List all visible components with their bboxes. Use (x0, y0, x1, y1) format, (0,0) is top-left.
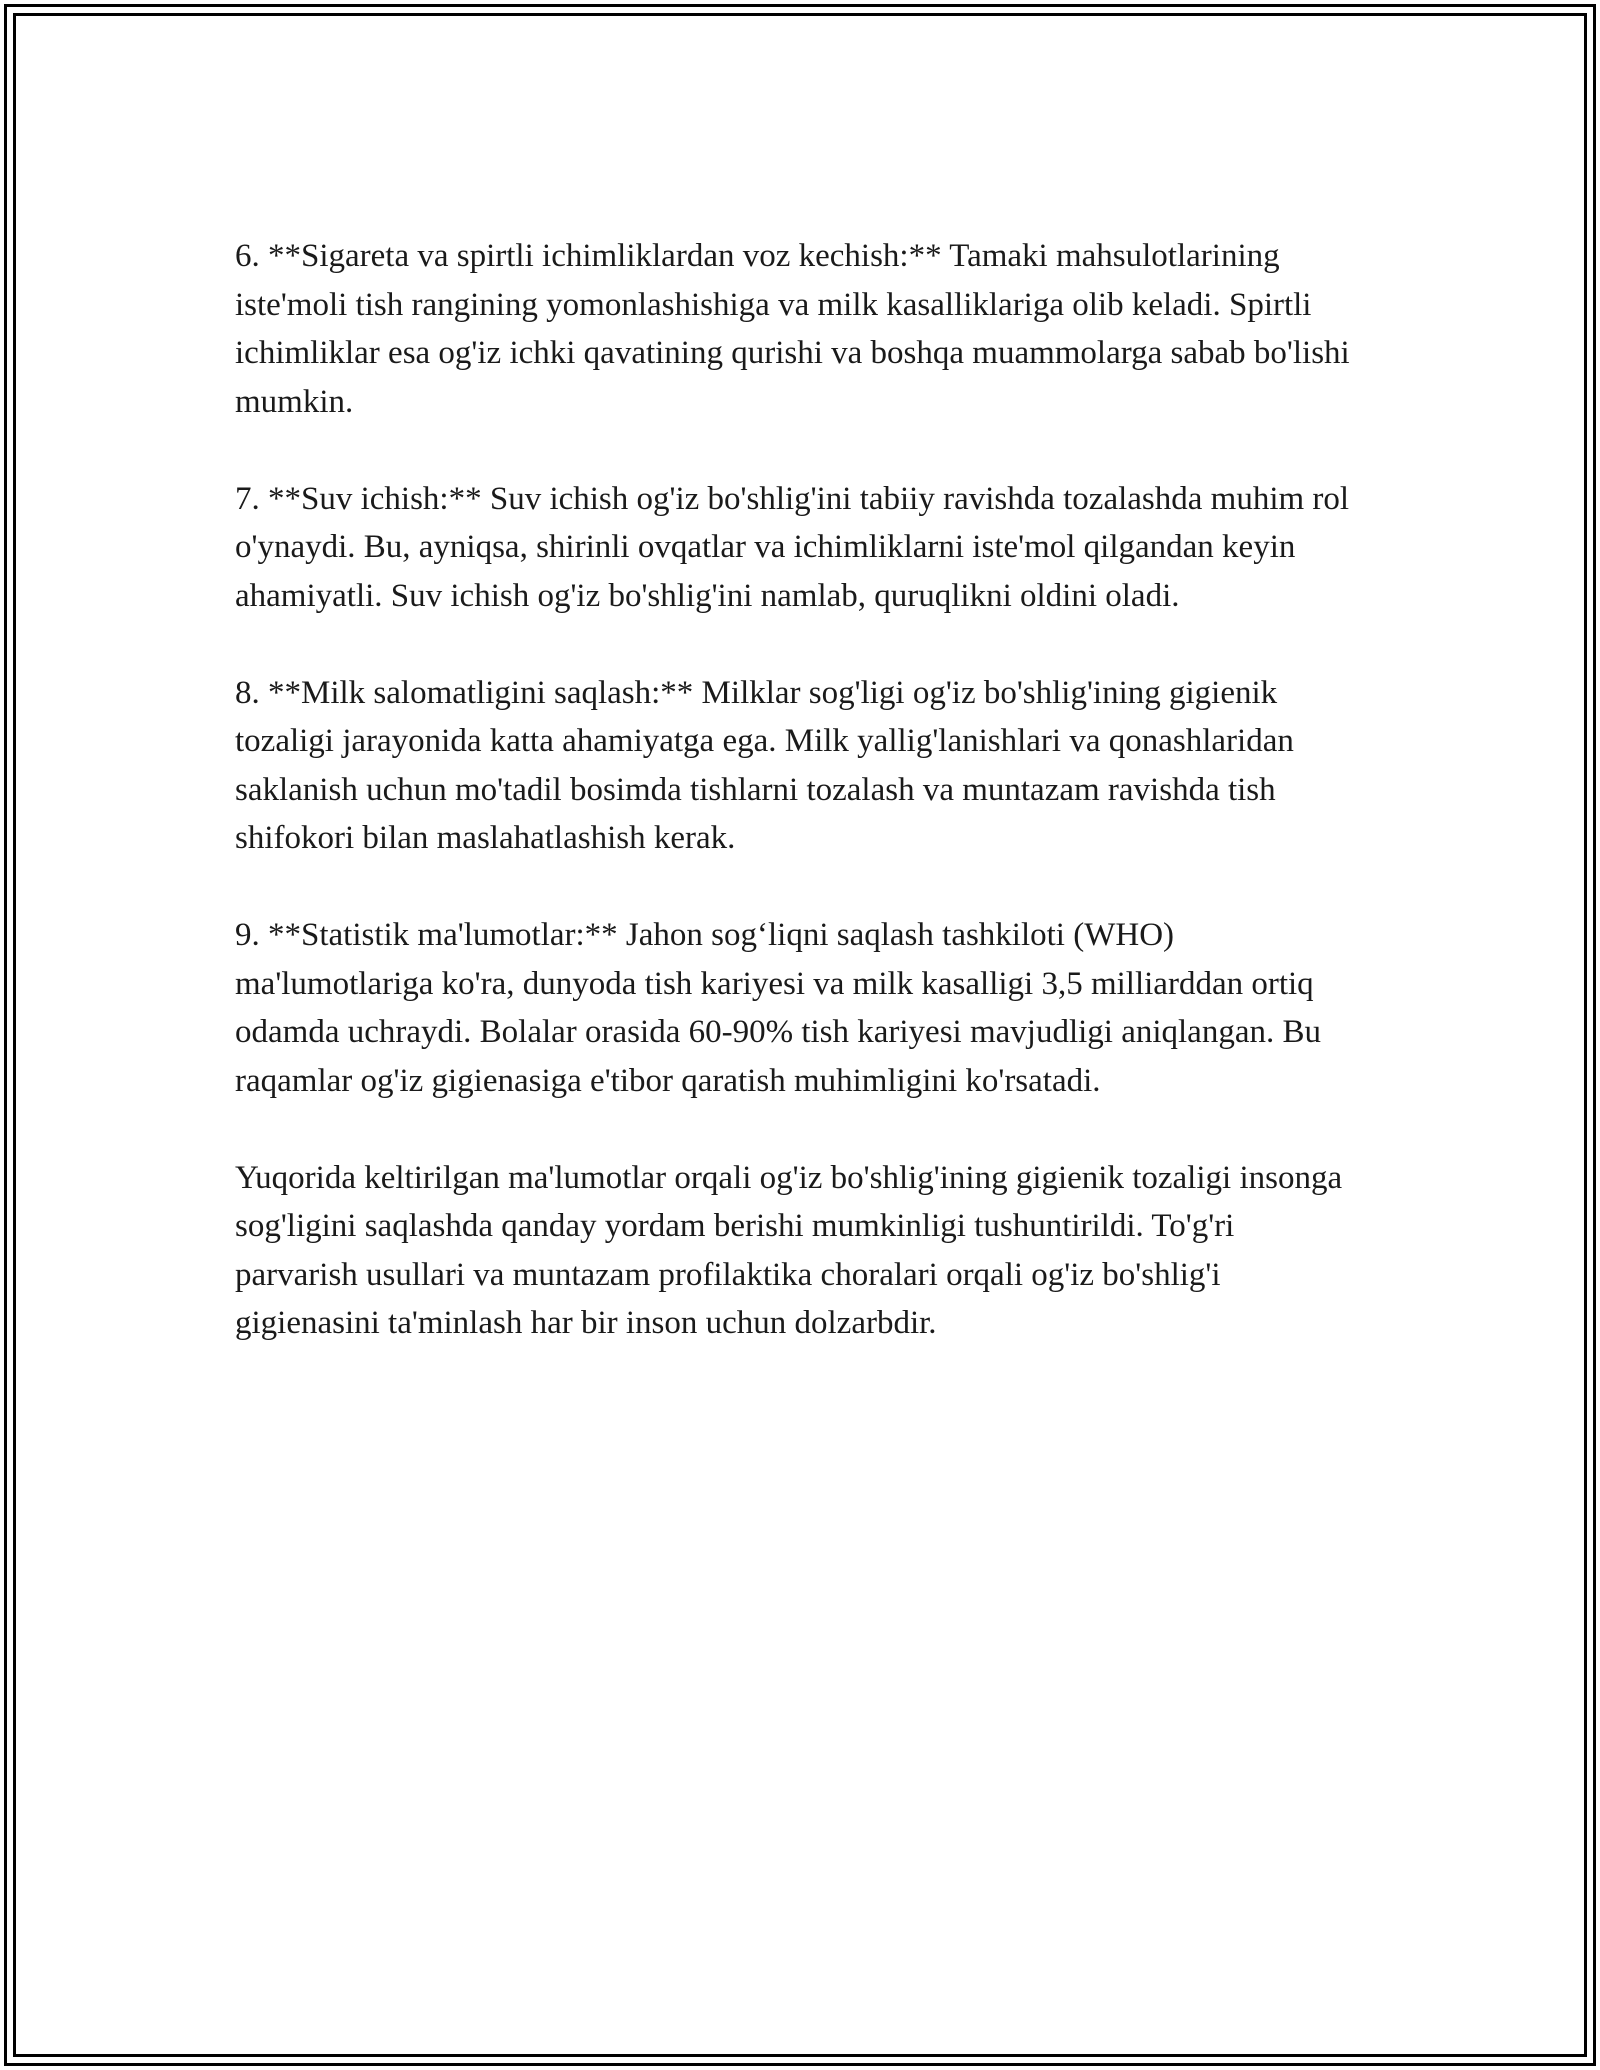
document-body (235, 232, 1365, 1348)
paragraph-gum-health: 8. **Milk salomatligini saqlash:** Milklar sog'ligi og'iz bo'shlig'ining gigienik tozaligi jarayonida katta ahamiyatga ega. Milk yallig'lanishlari va qonashlaridan saklanish uchun mo'tadil bosimda tishlarni tozalash va muntazam ravishda tish shifokori bilan maslahatlashish kerak. (235, 674, 1294, 856)
paragraph-smoking-alcohol: 6. **Sigareta va spirtli ichimliklardan voz kechish:** Tamaki mahsulotlarining iste'moli tish rangining yomonlashishiga va milk kasalliklariga olib keladi. Spirtli ichimliklar esa og'iz ichki qavatining qurishi va boshqa muammolarga sabab bo'lishi mumkin. (235, 238, 1350, 420)
paragraph-conclusion: Yuqorida keltirilgan ma'lumotlar orqali og'iz bo'shlig'ining gigienik tozaligi insonga sog'ligini saqlashda qanday yordam berishi mumkinligi tushuntirildi. To'g'ri parvarish usullari va muntazam profilaktika choralari orqali og'iz bo'shlig'i gigienasini ta'minlash har bir inson uchun dolzarbdir. (235, 1159, 1343, 1341)
paragraph-water-drinking: 7. **Suv ichish:** Suv ichish og'iz bo'shlig'ini tabiiy ravishda tozalashda muhim rol o'ynaydi. Bu, ayniqsa, shirinli ovqatlar va ichimliklarni iste'mol qilgandan keyin ahamiyatli. Suv ichish og'iz bo'shlig'ini namlab, quruqlikni oldini oladi. (235, 480, 1350, 614)
paragraph-statistics: 9. **Statistik ma'lumotlar:** Jahon sog‘liqni saqlash tashkiloti (WHO) ma'lumotlariga ko'ra, dunyoda tish kariyesi va milk kasalligi 3,5 milliarddan ortiq odamda uchraydi. Bolalar orasida 60-90% tish kariyesi mavjudligi aniqlangan. Bu raqamlar og'iz gigienasiga e'tibor qaratish muhimligini ko'rsatadi. (235, 917, 1321, 1099)
